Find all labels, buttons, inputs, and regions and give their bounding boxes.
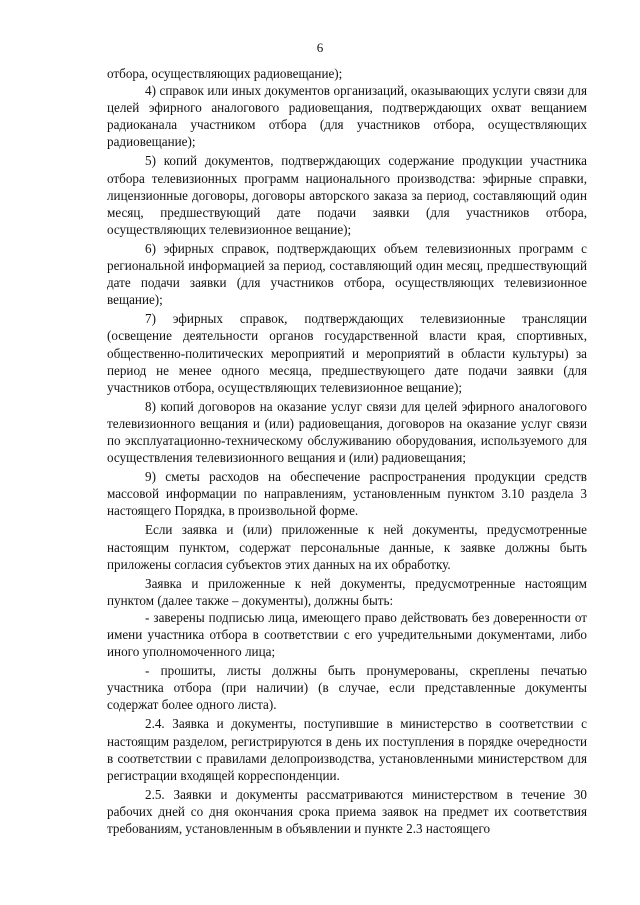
- paragraph-documents-requirements: Заявка и приложенные к ней документы, предусмотренные настоящим пунктом (далее также – документы), должны быть:: [107, 575, 587, 608]
- page-number: 6: [316, 40, 324, 55]
- paragraph-personal-data: Если заявка и (или) приложенные к ней документы, предусмотренные настоящим пунктом, содержат персональные данные, к заявке должны быть приложены согласия субъектов этих данных на их обработку.: [107, 522, 587, 572]
- document-body: [107, 65, 587, 837]
- paragraph-item-4: 4) справок или иных документов организаций, оказывающих услуги связи для целей эфирного аналогового радиовещания, подтверждающих охват вещанием радиоканала участником отбора (для участников отбора, осуществляющих радиовещание);: [107, 83, 587, 150]
- paragraph-bullet-bound: - прошиты, листы должны быть пронумерованы, скреплены печатью участника отбора (при наличии) (в случае, если представленные документы содержат более одного листа).: [107, 663, 587, 713]
- paragraph-bullet-signed: - заверены подписью лица, имеющего право действовать без доверенности от имени участника отбора в соответствии с его учредительными документами, либо иного уполномоченного лица;: [107, 609, 587, 660]
- paragraph-section-2-5: 2.5. Заявки и документы рассматриваются министерством в течение 30 рабочих дней со дня окончания срока приема заявок на предмет их соответствия требованиям, установленным в объявлении и пункте 2.3 настоящего: [107, 786, 587, 837]
- paragraph-item-7: 7) эфирных справок, подтверждающих телевизионные трансляции (освещение деятельности органов государственной власти края, спортивных, общественно-политических мероприятий и мероприятий в области культуры) за период не менее одного месяца, предшествующего дате подачи заявки (для участников отбора, осуществляющих телевизионное вещание);: [107, 311, 587, 395]
- paragraph-section-2-4: 2.4. Заявка и документы, поступившие в министерство в соответствии с настоящим разделом, регистрируются в день их поступления в порядке очередности в соответствии с правилами делопроизводства, установленными министерством для регистрации входящей корреспонденции.: [107, 716, 587, 783]
- paragraph-item-9: 9) сметы расходов на обеспечение распространения продукции средств массовой информации по направлениям, установленным пунктом 3.10 раздела 3 настоящего Порядка, в произвольной форме.: [107, 469, 587, 519]
- paragraph-item-8: 8) копий договоров на оказание услуг связи для целей эфирного аналогового телевизионного вещания и (или) радиовещания, договоров на оказание услуг связи по эксплуатационно-техническому обслуживанию оборудования, используемого для осуществления телевизионного вещания и (или) радиовещания;: [107, 398, 587, 466]
- paragraph-continuation: отбора, осуществляющих радиовещание);: [107, 66, 343, 81]
- paragraph-item-5: 5) копий документов, подтверждающих содержание продукции участника отбора телевизионных программ национального производства: эфирные справки, лицензионные договоры, договоры авторского заказа за период, составляющий один месяц, предшествующий дате подачи заявки (для участников отбора, осуществляющих телевизионное вещание);: [107, 153, 587, 237]
- paragraph-item-6: 6) эфирных справок, подтверждающих объем телевизионных программ с региональной информацией за период, составляющий один месяц, предшествующий дате подачи заявки (для участников отбора, осуществляющих телевизионное вещание);: [107, 240, 587, 308]
